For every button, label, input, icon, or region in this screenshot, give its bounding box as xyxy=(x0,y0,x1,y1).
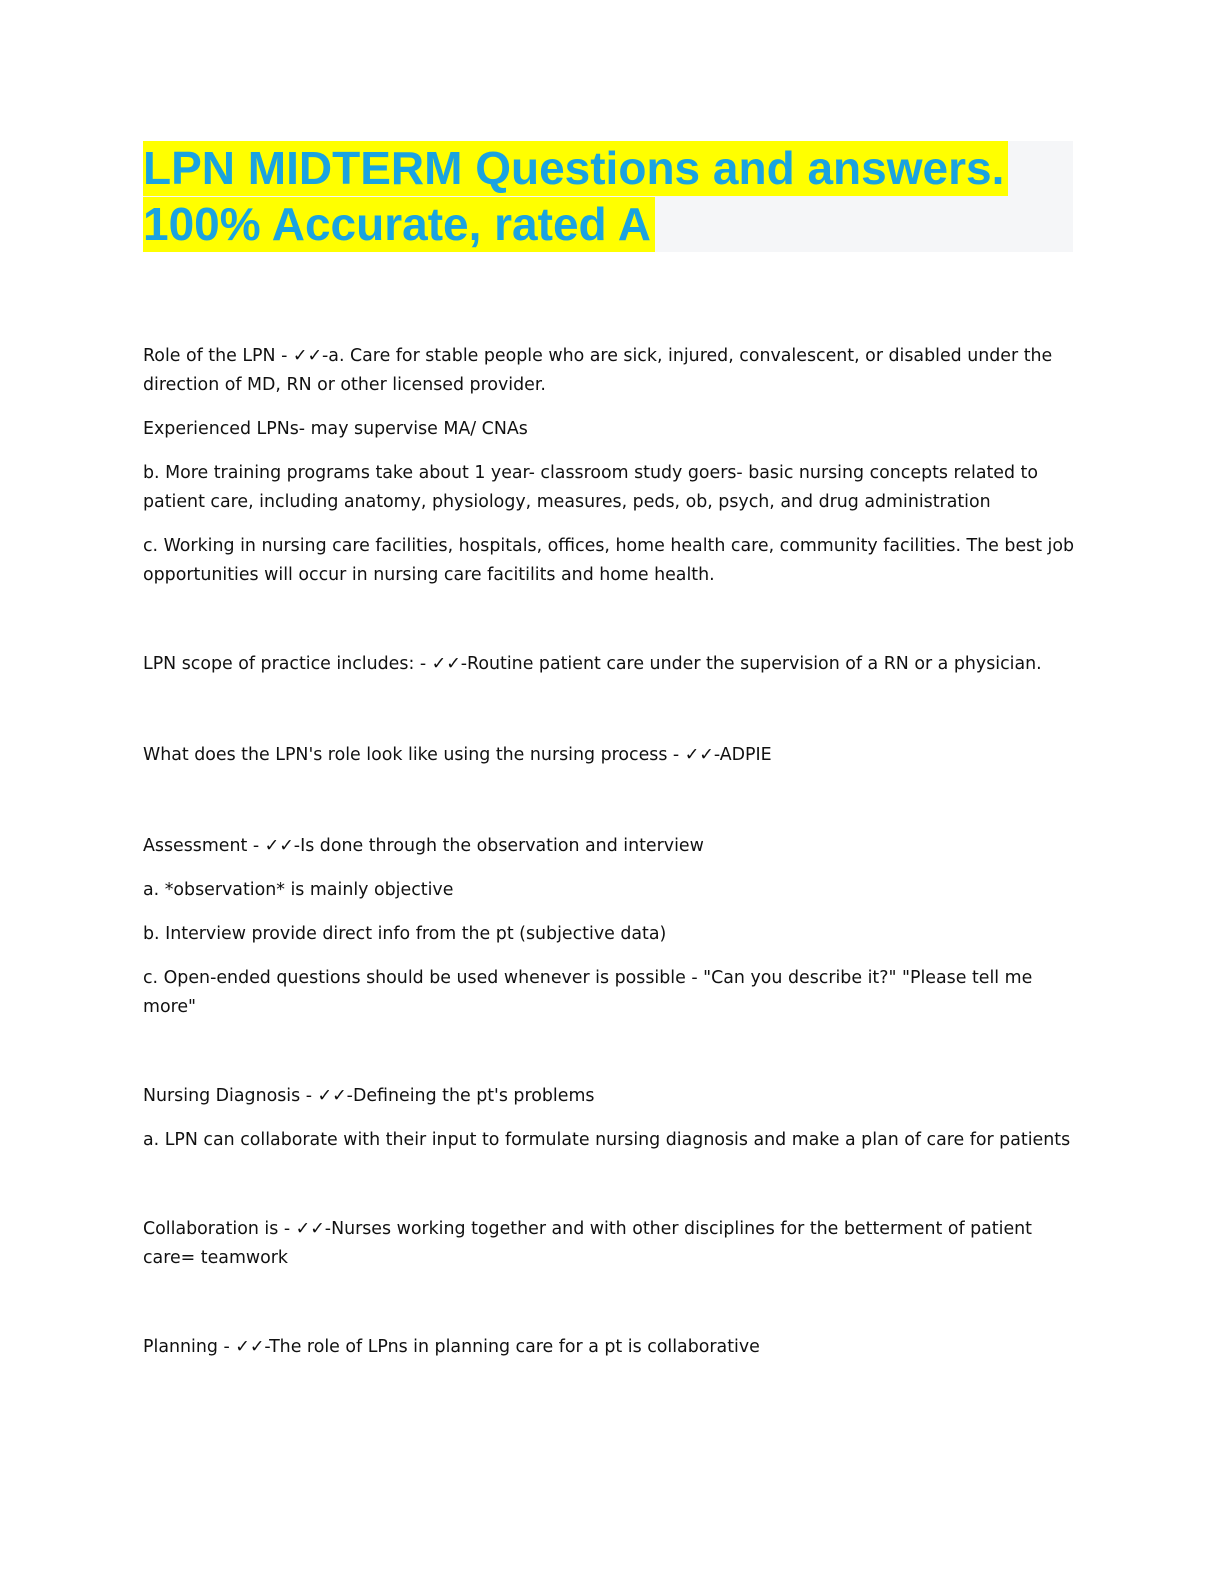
paragraph-work-settings: c. Working in nursing care facilities, hospitals, offices, home health care, community facilities. The best job opportunities will occur in nursing care facitilits and home health. xyxy=(143,536,1075,585)
paragraph-nursing-process: What does the LPN's role look like using the nursing process - ✓✓-ADPIE xyxy=(143,745,772,765)
paragraph-open-ended-questions: c. Open-ended questions should be used whenever is possible - "Can you describe it?" "Please tell me more" xyxy=(143,968,1033,1017)
paragraph-scope-of-practice: LPN scope of practice includes: - ✓✓-Routine patient care under the supervision of a RN or a physician. xyxy=(143,654,1042,674)
document-title xyxy=(143,141,1073,252)
paragraph-planning: Planning - ✓✓-The role of LPns in planning care for a pt is collaborative xyxy=(143,1337,760,1357)
paragraph-training-programs: b. More training programs take about 1 year- classroom study goers- basic nursing concepts related to patient care, including anatomy, physiology, measures, peds, ob, psych, and drug administration xyxy=(143,463,1039,512)
spacer xyxy=(143,1170,1078,1215)
spacer xyxy=(143,694,1078,741)
document-body xyxy=(143,342,1078,1377)
spacer xyxy=(143,785,1078,832)
spacer xyxy=(143,605,1078,650)
paragraph-role-of-lpn: Role of the LPN - ✓✓-a. Care for stable people who are sick, injured, convalescent, or disabled under the direction of MD, RN or other licensed provider. xyxy=(143,346,1053,395)
paragraph-experienced-lpns: Experienced LPNs- may supervise MA/ CNAs xyxy=(143,419,528,439)
title-line-1: LPN MIDTERM Questions and answers. xyxy=(143,141,1008,196)
paragraph-assessment: Assessment - ✓✓-Is done through the observation and interview xyxy=(143,836,704,856)
paragraph-interview: b. Interview provide direct info from the pt (subjective data) xyxy=(143,924,667,944)
spacer xyxy=(143,1037,1078,1082)
paragraph-collaboration: Collaboration is - ✓✓-Nurses working together and with other disciplines for the betterment of patient care= teamwork xyxy=(143,1219,1032,1268)
title-line-2: 100% Accurate, rated A xyxy=(143,197,655,252)
spacer xyxy=(143,1288,1078,1333)
paragraph-collaborate-diagnosis: a. LPN can collaborate with their input to formulate nursing diagnosis and make a plan of care for patients xyxy=(143,1130,1071,1150)
paragraph-nursing-diagnosis: Nursing Diagnosis - ✓✓-Defineing the pt's problems xyxy=(143,1086,595,1106)
paragraph-observation: a. *observation* is mainly objective xyxy=(143,880,454,900)
